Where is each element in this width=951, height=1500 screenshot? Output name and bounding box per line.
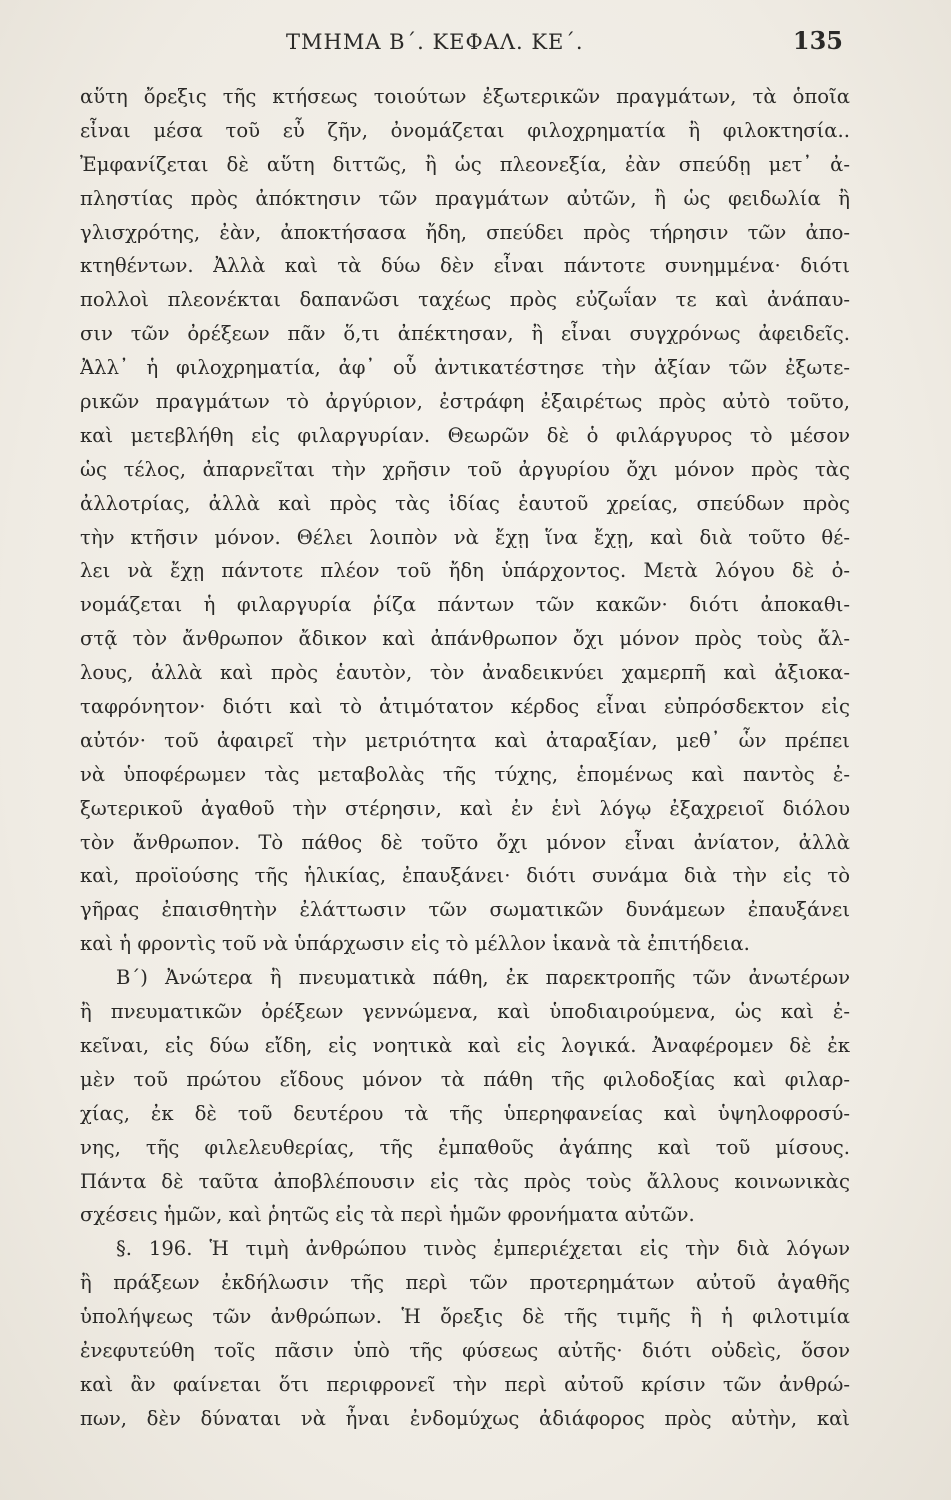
text-line: Ἀλλ᾽ ἡ φιλοχρηματία, ἀφ᾽ οὗ ἀντικατέστησε τὴν ἀξίαν τῶν ἐξωτε- bbox=[80, 356, 850, 380]
text-line: καὶ ἂν φαίνεται ὅτι περιφρονεῖ τὴν περὶ αὐτοῦ κρίσιν τῶν ἀνθρώ- bbox=[80, 1372, 850, 1396]
text-line: ἀλλοτρίας, ἀλλὰ καὶ πρὸς τὰς ἰδίας ἑαυτοῦ χρείας, σπεύδων πρὸς bbox=[80, 491, 850, 515]
text-line: χίας, ἐκ δὲ τοῦ δευτέρου τὰ τῆς ὑπερηφανείας καὶ ὑψηλοφροσύ- bbox=[80, 1101, 850, 1125]
text-line: εἶναι μέσα τοῦ εὖ ζῆν, ὀνομάζεται φιλοχρηματία ἢ φιλοκτησία.. bbox=[80, 118, 850, 142]
text-line: λους, ἀλλὰ καὶ πρὸς ἑαυτὸν, τὸν ἀναδεικνύει χαμερπῆ καὶ ἀξιοκα- bbox=[80, 661, 850, 685]
text-line: πολλοὶ πλεονέκται δαπανῶσι ταχέως πρὸς εὐζωΐαν τε καὶ ἀνάπαυ- bbox=[80, 288, 850, 312]
text-line: γλισχρότης, ἐὰν, ἀποκτήσασα ἤδη, σπεύδει πρὸς τήρησιν τῶν ἀπο- bbox=[80, 220, 850, 244]
text-line: §. 196. Ἡ τιμὴ ἀνθρώπου τινὸς ἐμπεριέχεται εἰς τὴν διὰ λόγων bbox=[116, 1237, 850, 1261]
text-line: κτηθέντων. Ἀλλὰ καὶ τὰ δύω δὲν εἶναι πάντοτε συνημμένα· διότι bbox=[80, 254, 850, 278]
text-line: καὶ ἡ φροντὶς τοῦ νὰ ὑπάρχωσιν εἰς τὸ μέλλον ἱκανὰ τὰ ἐπιτήδεια. bbox=[80, 932, 750, 956]
text-line: μὲν τοῦ πρώτου εἴδους μόνον τὰ πάθη τῆς φιλοδοξίας καὶ φιλαρ- bbox=[80, 1067, 850, 1091]
text-line: αὐτόν· τοῦ ἀφαιρεῖ τὴν μετριότητα καὶ ἀταραξίαν, μεθ᾽ ὧν πρέπει bbox=[80, 728, 850, 752]
text-line: ὡς τέλος, ἀπαρνεῖται τὴν χρῆσιν τοῦ ἀργυρίου ὄχι μόνον πρὸς τὰς bbox=[80, 457, 850, 481]
body-text bbox=[80, 80, 850, 1436]
page-number: 135 bbox=[792, 26, 843, 55]
text-line: σιν τῶν ὀρέξεων πᾶν ὅ,τι ἀπέκτησαν, ἢ εἶναι συγχρόνως ἀφειδεῖς. bbox=[80, 322, 850, 346]
text-line: νὰ ὑποφέρωμεν τὰς μεταβολὰς τῆς τύχης, ἑπομένως καὶ παντὸς ἐ- bbox=[80, 762, 850, 786]
text-line: νης, τῆς φιλελευθερίας, τῆς ἐμπαθοῦς ἀγάπης καὶ τοῦ μίσους. bbox=[80, 1135, 850, 1159]
text-line: Πάντα δὲ ταῦτα ἀποβλέπουσιν εἰς τὰς πρὸς τοὺς ἄλλους κοινωνικὰς bbox=[80, 1169, 850, 1193]
text-line: ταφρόνητον· διότι καὶ τὸ ἀτιμότατον κέρδος εἶναι εὐπρόσδεκτον εἰς bbox=[80, 695, 850, 719]
text-line: ὑπολήψεως τῶν ἀνθρώπων. Ἡ ὄρεξις δὲ τῆς τιμῆς ἢ ἡ φιλοτιμία bbox=[80, 1305, 850, 1329]
text-line: αὕτη ὄρεξις τῆς κτήσεως τοιούτων ἐξωτερικῶν πραγμάτων, τὰ ὁποῖα bbox=[80, 85, 850, 108]
text-line: ἢ πράξεων ἐκδήλωσιν τῆς περὶ τῶν προτερημάτων αὐτοῦ ἀγαθῆς bbox=[80, 1271, 850, 1295]
text-line: καὶ μετεβλήθη εἰς φιλαργυρίαν. Θεωρῶν δὲ ὁ φιλάργυρος τὸ μέσον bbox=[80, 423, 850, 447]
text-line: ἐνεφυτεύθη τοῖς πᾶσιν ὑπὸ τῆς φύσεως αὐτῆς· διότι οὐδεὶς, ὅσον bbox=[80, 1338, 850, 1362]
text-line: τὴν κτῆσιν μόνον. Θέλει λοιπὸν νὰ ἔχῃ ἵνα ἔχῃ, καὶ διὰ τοῦτο θέ- bbox=[80, 525, 850, 549]
text-line: γῆρας ἐπαισθητὴν ἐλάττωσιν τῶν σωματικῶν δυνάμεων ἐπαυξάνει bbox=[80, 898, 850, 922]
text-line: πληστίας πρὸς ἀπόκτησιν τῶν πραγμάτων αὐτῶν, ἢ ὡς φειδωλία ἢ bbox=[80, 186, 850, 210]
text-line: στᾷ τὸν ἄνθρωπον ἄδικον καὶ ἀπάνθρωπον ὄχι μόνον πρὸς τοὺς ἄλ- bbox=[80, 627, 850, 651]
text-line: Ἐμφανίζεται δὲ αὕτη διττῶς, ἢ ὡς πλεονεξία, ἐὰν σπεύδῃ μετ᾽ ἀ- bbox=[80, 152, 850, 176]
text-line: πων, δὲν δύναται νὰ ἦναι ἐνδομύχως ἀδιάφορος πρὸς αὐτὴν, καὶ bbox=[80, 1406, 850, 1430]
text-line: Β΄) Ἀνώτερα ἢ πνευματικὰ πάθη, ἐκ παρεκτροπῆς τῶν ἀνωτέρων bbox=[116, 966, 850, 990]
text-line: τὸν ἄνθρωπον. Τὸ πάθος δὲ τοῦτο ὄχι μόνον εἶναι ἀνίατον, ἀλλὰ bbox=[80, 830, 850, 854]
text-line: κεῖναι, εἰς δύω εἴδη, εἰς νοητικὰ καὶ εἰς λογικά. Ἀναφέρομεν δὲ ἐκ bbox=[80, 1033, 850, 1057]
text-line: νομάζεται ἡ φιλαργυρία ῥίζα πάντων τῶν κακῶν· διότι ἀποκαθι- bbox=[80, 593, 850, 617]
text-line: ρικῶν πραγμάτων τὸ ἀργύριον, ἐστράφη ἐξαιρέτως πρὸς αὐτὸ τοῦτο, bbox=[80, 390, 850, 414]
text-line: ἢ πνευματικῶν ὀρέξεων γεννώμενα, καὶ ὑποδιαιρούμενα, ὡς καὶ ἐ- bbox=[80, 1000, 850, 1024]
text-line: ξωτερικοῦ ἀγαθοῦ τὴν στέρησιν, καὶ ἐν ἑνὶ λόγῳ ἐξαχρειοῖ διόλου bbox=[80, 796, 850, 820]
text-line: καὶ, προϊούσης τῆς ἡλικίας, ἐπαυξάνει· διότι συνάμα διὰ τὴν εἰς τὸ bbox=[80, 864, 850, 888]
header-title: ΤΜΗΜΑ Β΄. ΚΕΦΑΛ. ΚΕ΄. bbox=[286, 30, 584, 54]
text-line: λει νὰ ἔχῃ πάντοτε πλέον τοῦ ἤδη ὑπάρχοντος. Μετὰ λόγου δὲ ὀ- bbox=[80, 559, 850, 583]
text-line: σχέσεις ἡμῶν, καὶ ῥητῶς εἰς τὰ περὶ ἡμῶν φρονήματα αὐτῶν. bbox=[80, 1203, 695, 1227]
running-head bbox=[0, 26, 951, 62]
